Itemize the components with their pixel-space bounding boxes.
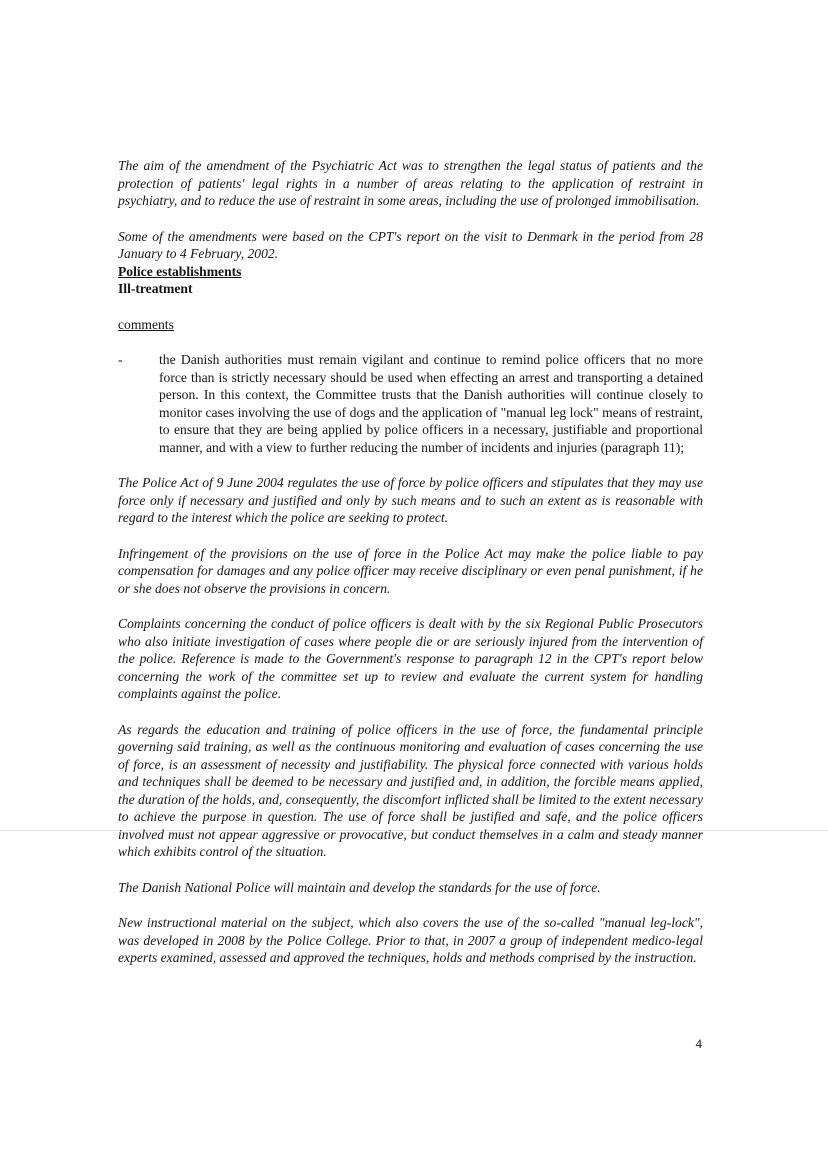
bullet-marker: - <box>118 352 123 367</box>
response-instructional-material: New instructional material on the subject, which also covers the use of the so-called "manual leg-lock", was developed in 2008 by the Police College. Prior to that, in 2007 a group of independent medico-legal experts examined, assessed and approved the techniques, holds and methods comprised by the instruction. <box>118 915 703 965</box>
response-complaints: Complaints concerning the conduct of police officers is dealt with by the six Regional Public Prosecutors who also initiate investigation of cases where people die or are seriously injured from the intervention of the police. Reference is made to the Government's response to paragraph 12 in the CPT's report below concerning the work of the committee set up to review and evaluate the current system for handling complaints against the police. <box>118 616 703 701</box>
response-standards: The Danish National Police will maintain and develop the standards for the use of force. <box>118 879 601 895</box>
comment-bullet <box>118 351 703 456</box>
bullet-text: the Danish authorities must remain vigilant and continue to remind police officers that no more force than is strictly necessary should be used when effecting an arrest and transporting a detained person. In this context, the Committee trusts that the Danish authorities will continue closely to monitor cases involving the use of dogs and the application of "manual leg lock" means of restraint, to ensure that they are being applied by police officers in a necessary, justifiable and proportional manner, and with a view to further reducing the number of incidents and injuries (paragraph 11); <box>159 352 703 455</box>
section-heading: Police establishments <box>118 263 242 279</box>
response-training: As regards the education and training of police officers in the use of force, the fundamental principle governing said training, as well as the continuous monitoring and evaluation of cases concerning the use of force, is an assessment of necessity and justifiability. The physical force connected with various holds and techniques shall be deemed to be necessary and justified and, in addition, the forcible means applied, the duration of the holds, and, consequently, the discomfort inflicted shall be limited to the extent necessary to achieve the purpose in question. The use of force shall be justified and safe, and the police officers involved must not appear aggressive or provocative, but conduct themselves in a calm and steady manner which exhibits control of the situation. <box>118 721 703 859</box>
document-page <box>118 157 703 967</box>
subheading: Ill-treatment <box>118 281 193 296</box>
page-number: 4 <box>695 1036 702 1051</box>
paragraph-psychiatric-act-aim: The aim of the amendment of the Psychiatric Act was to strengthen the legal status of patients and the protection of patients' legal rights in a number of areas relating to the application of restraint in psychiatry, and to reduce the use of restraint in some areas, including the use of prolonged immobilisation. <box>118 158 703 208</box>
response-infringement: Infringement of the provisions on the use of force in the Police Act may make the police liable to pay compensation for damages and any police officer may receive disciplinary or even penal punishment, if he or she does not observe the provisions in concern. <box>118 545 703 596</box>
response-police-act: The Police Act of 9 June 2004 regulates the use of force by police officers and stipulates that they may use force only if necessary and justified and only by such means and to such an extent as is reasonable with regard to the interest which the police are seeking to protect. <box>118 475 703 525</box>
paragraph-cpt-amendments: Some of the amendments were based on the CPT's report on the visit to Denmark in the period from 28 January to 4 February, 2002. <box>118 228 703 261</box>
comments-label: comments <box>118 316 174 332</box>
